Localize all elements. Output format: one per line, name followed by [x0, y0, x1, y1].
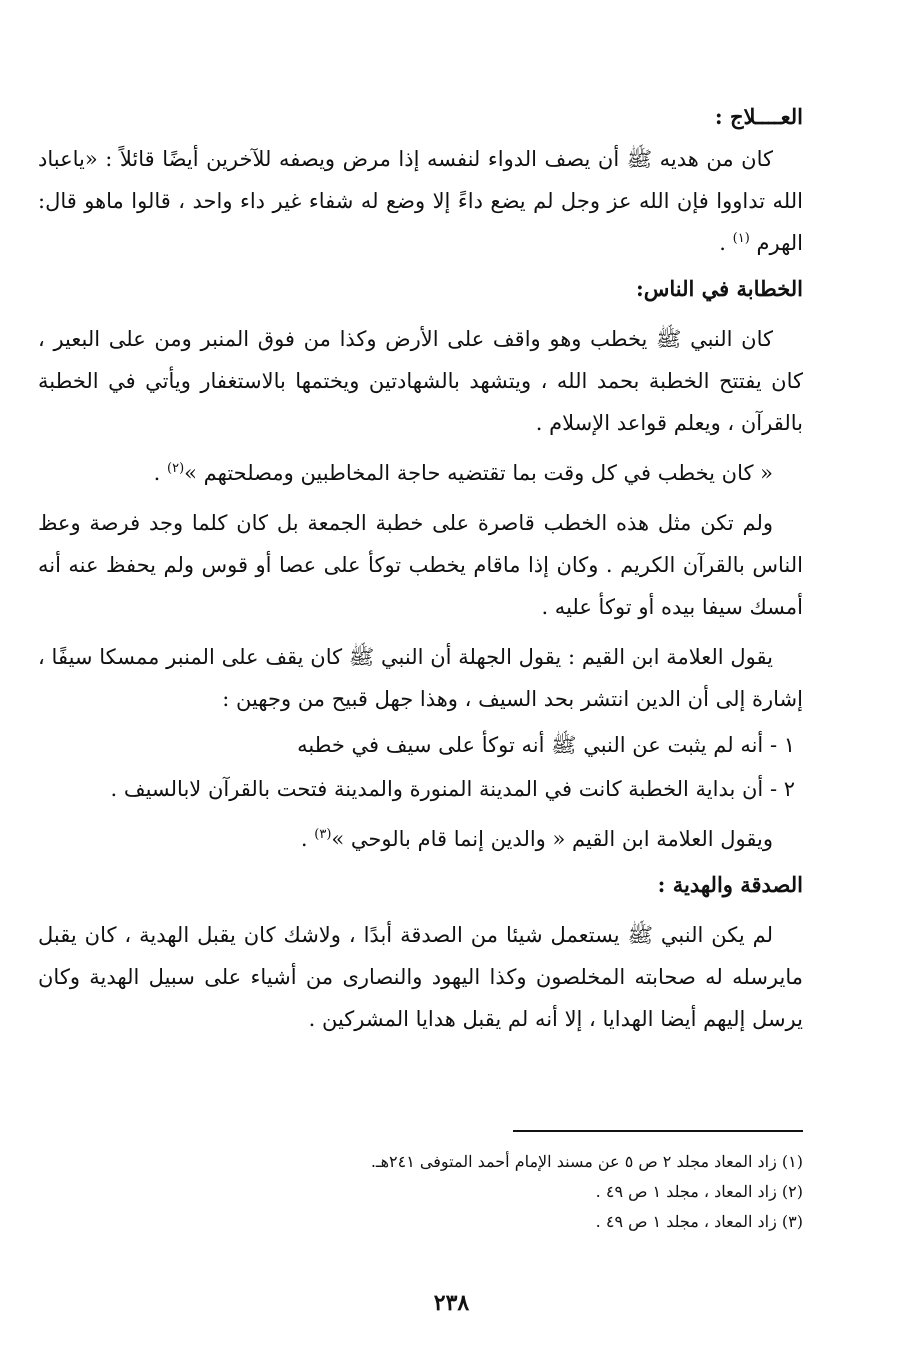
quote-text: « كان يخطب في كل وقت بما تقتضيه حاجة المخاطبين ومصلحتهم »	[184, 461, 773, 485]
main-text	[38, 96, 803, 1044]
page-number: ٢٣٨	[433, 1290, 470, 1316]
footnote-divider	[513, 1130, 803, 1132]
footnote-3: (٣) زاد المعاد ، مجلد ١ ص ٤٩ .	[595, 1212, 803, 1231]
paragraph-text: كان من هديه ﷺ أن يصف الدواء لنفسه إذا مرض ويصفه للآخرين أيضًا قائلاً : «ياعباد الله تداووا فإن الله عز وجل لم يضع داءً إلا وضع له شفاء غير داء واحد ، قالوا ماهو قال: الهرم	[38, 147, 803, 255]
heading-sermon: الخطابة في الناس:	[635, 276, 803, 301]
paragraph-sermon-4	[38, 818, 803, 860]
paragraph-charity: لم يكن النبي ﷺ يستعمل شيئا من الصدقة أبدًا ، ولاشك كان يقبل الهدية ، كان يقبل مايرسله له صحابته المخلصون وكذا اليهود والنصارى من أشياء على سبيل الهدية وكان يرسل إليهم أيضا الهدايا ، إلا أنه لم يقبل هدايا المشركين .	[38, 923, 803, 1031]
footnote-ref-3: (٣)	[314, 827, 332, 842]
heading-treatment: العــــلاج :	[714, 104, 803, 129]
paragraph-sermon-3: يقول العلامة ابن القيم : يقول الجهلة أن النبي ﷺ كان يقف على المنبر ممسكا سيفًا ، إشارة إلى أن الدين انتشر بحد السيف ، وهذا جهل قبيح من وجهين :	[38, 645, 803, 711]
footnote-1: (١) زاد المعاد مجلد ٢ ص ٥ عن مسند الإمام أحمد المتوفى ٢٤١هـ.	[370, 1152, 803, 1171]
paragraph-sermon-2: ولم تكن مثل هذه الخطب قاصرة على خطبة الجمعة بل كان كلما وجد فرصة وعظ الناس بالقرآن الكريم . وكان إذا ماقام يخطب توكأ على عصا أو قوس ولم يحفظ عنه أنه أمسك سيفا بيده أو توكأ عليه .	[38, 511, 803, 619]
list-item-2: ٢ - أن بداية الخطبة كانت في المدينة المنورة والمدينة فتحت بالقرآن لابالسيف .	[110, 777, 795, 801]
paragraph-treatment	[38, 138, 803, 264]
footnote-ref-1: (١)	[732, 231, 750, 246]
footnote-ref-2: (٢)	[167, 461, 185, 476]
heading-charity: الصدقة والهدية :	[657, 872, 803, 897]
footnotes	[200, 1147, 803, 1237]
paragraph-sermon-quote	[38, 452, 803, 494]
list-item-1: ١ - أنه لم يثبت عن النبي ﷺ أنه توكأ على سيف في خطبه	[297, 733, 795, 757]
quote-end: .	[153, 461, 161, 485]
footnote-2: (٢) زاد المعاد ، مجلد ١ ص ٤٩ .	[595, 1182, 803, 1201]
paragraph-text: ويقول العلامة ابن القيم « والدين إنما قام بالوحي »	[331, 827, 773, 851]
paragraph-end: .	[719, 231, 726, 255]
paragraph-sermon-1: كان النبي ﷺ يخطب وهو واقف على الأرض وكذا من فوق المنبر ومن على البعير ، كان يفتتح الخطبة بحمد الله ، ويتشهد بالشهادتين ويختمها بالاستغفار ويأتي في الخطبة بالقرآن ، ويعلم قواعد الإسلام .	[38, 327, 803, 435]
paragraph-end: .	[300, 827, 308, 851]
